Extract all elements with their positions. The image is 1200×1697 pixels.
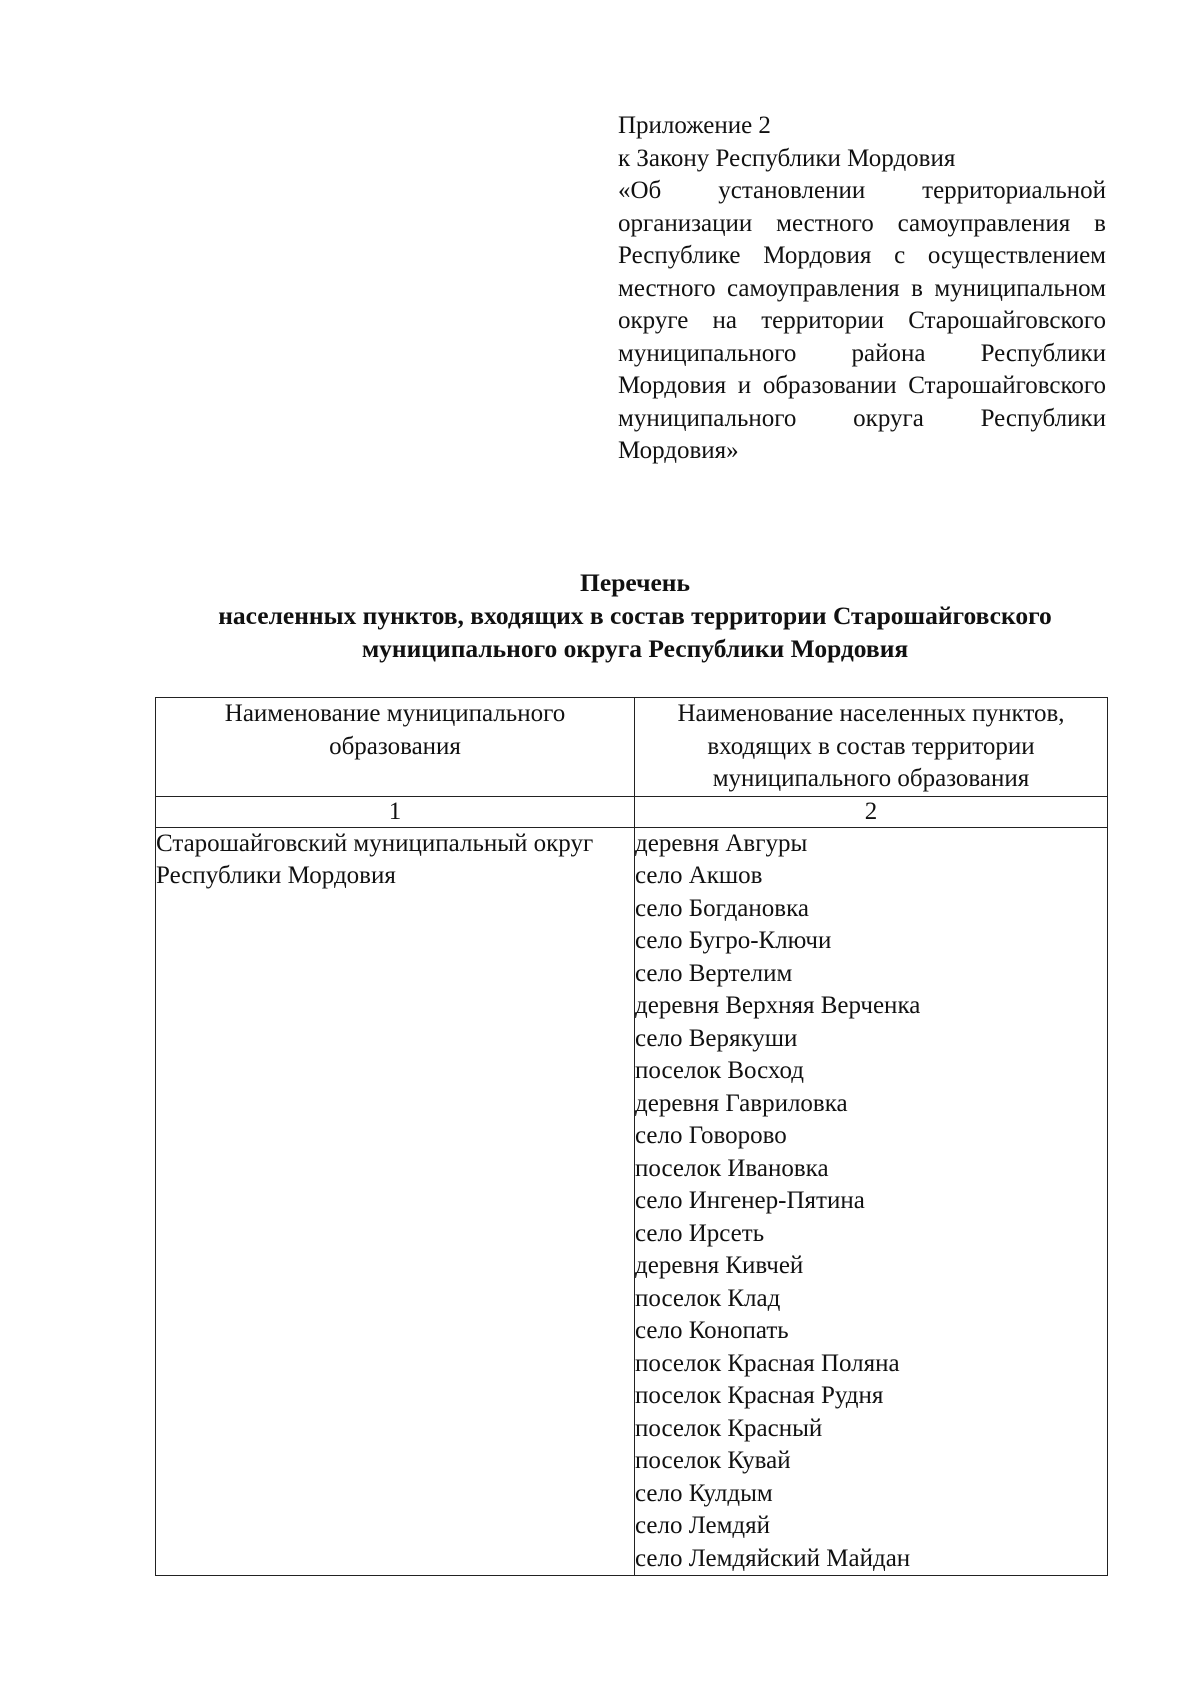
list-item: поселок Красный — [635, 1414, 823, 1442]
table-header-row — [156, 698, 1108, 797]
list-item: деревня Гавриловка — [635, 1089, 848, 1117]
list-item: деревня Авгуры — [635, 829, 808, 857]
column-number-1: 1 — [156, 796, 635, 827]
appendix-law-name: «Об установлении территориальной организации местного самоуправления в Республике Мордовия с осуществлением местного самоуправления в муниципальном округе на территории Старошайговского муниципального района Республики Мордовия и образовании Старошайговского муниципального округа Республики Мордовия» — [618, 177, 1106, 464]
heading-line-3: муниципального округа Республики Мордовия — [361, 634, 909, 663]
list-item: поселок Красная Поляна — [635, 1349, 900, 1377]
column-header-municipality: Наименование муниципального образования — [156, 698, 635, 797]
settlements-list — [635, 827, 1108, 1576]
heading-line-1: Перечень — [580, 568, 690, 597]
settlements-table — [155, 697, 1108, 1576]
list-item: село Верякуши — [635, 1024, 798, 1052]
list-item: село Вертелим — [635, 959, 793, 987]
heading-line-2: населенных пунктов, входящих в состав территории Старошайговского — [218, 601, 1052, 630]
table-row — [156, 827, 1108, 1576]
list-item: поселок Ивановка — [635, 1154, 829, 1182]
list-item: село Акшов — [635, 862, 763, 889]
appendix-title: Приложение 2 — [618, 112, 771, 139]
list-item: село Конопать — [635, 1317, 789, 1344]
list-item: село Богдановка — [635, 894, 809, 922]
list-item: село Бугро-Ключи — [635, 927, 832, 954]
list-item: поселок Восход — [635, 1057, 804, 1084]
list-item: село Говорово — [635, 1122, 787, 1149]
column-header-settlements: Наименование населенных пунктов, входящих в состав территории муниципального образования — [635, 698, 1108, 797]
document-heading — [150, 566, 1120, 665]
list-item: поселок Кувай — [635, 1447, 791, 1474]
column-number-row — [156, 796, 1108, 827]
appendix-law-reference: к Закону Республики Мордовия — [618, 144, 956, 172]
list-item: село Лемдяй — [635, 1512, 771, 1539]
list-item: село Ирсеть — [635, 1219, 765, 1247]
column-number-2: 2 — [635, 796, 1108, 827]
appendix-block — [618, 110, 1106, 468]
list-item: поселок Клад — [635, 1284, 781, 1312]
municipality-name: Старошайговский муниципальный округ Республики Мордовия — [156, 827, 635, 1576]
list-item: деревня Верхняя Верченка — [635, 992, 921, 1019]
list-item: село Лемдяйский Майдан — [635, 1544, 911, 1572]
list-item: поселок Красная Рудня — [635, 1382, 884, 1409]
list-item: деревня Кивчей — [635, 1252, 804, 1279]
list-item: село Ингенер-Пятина — [635, 1187, 865, 1214]
list-item: село Кулдым — [635, 1479, 773, 1507]
